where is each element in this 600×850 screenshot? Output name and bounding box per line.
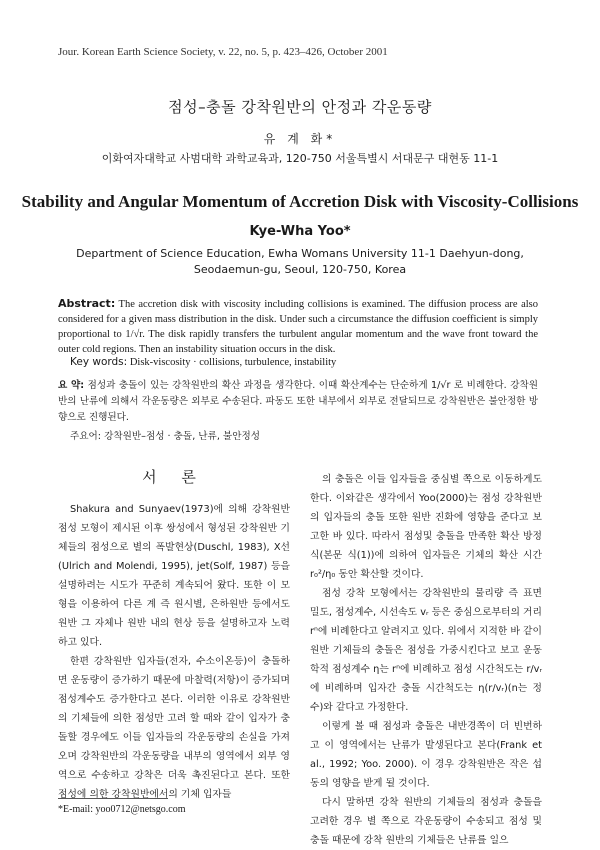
abstract-text: The accretion disk with viscosity including collisions is examined. The diffusion process are also considered for a given mass distribution in the disk. Under such a circumstance the diffusion coefficient is simply proportional to 1/√r. The disk rapidly transfers the turbulent angular momentum and the wave front toward the outer cold regions. Then an instability situation occurs in the disk. [58, 299, 538, 355]
korean-summary-label: 요 약: [58, 380, 85, 391]
paragraph: 한편 강착원반 입자들(전자, 수소이온등)이 충돌하면 운동량이 증가하기 때문에 마찰력(저항)이 증가되며 점성계수도 증가한다고 본다. 이러한 이유로 강착원반의 기체들에 의한 점성만 고려 할 때와 같이 입자가 충돌할 경우에도 이들 입자들의 각운동량의 손실을 가져오며 강착원반의 각운동량을 내부의 영역에서 외부 영역으로 수송하고 강착은 더욱 촉진된다고 본다. 또한 점성에 의한 강착원반에서의 기체 입자들 [58, 656, 290, 800]
english-title: Stability and Angular Momentum of Accretion Disk with Viscosity-Collisions [21, 192, 579, 211]
english-affiliation [60, 246, 540, 278]
english-affiliation-line-1: Department of Science Education, Ewha Womans University 11-1 Daehyun-dong, [76, 247, 524, 260]
paragraph: Shakura and Sunyaev(1973)에 의해 강착원반 점성 모형이 제시된 이후 쌍성에서 형성된 강착원반 기체들의 점성으로 별의 폭발현상(Duschl, 1983), X선(Ulrich and Molendi, 1995), jet(Solf, 1987) 등을 설명하려는 시도가 꾸준히 계속되어 왔다. 또한 이 모형을 이용하여 다른 계 즉 원시별, 은하원반 등에서도 원반 그 자체나 원반 내의 현상 등을 설명하고자 노력하고 있다. [58, 504, 290, 648]
paragraph: 다시 말하면 강착 원반의 기체들의 점성과 충돌을 고려한 경우 별 쪽으로 각운동량이 수송되고 점성 및 충돌 때문에 강착 원반의 기체들은 난류를 일으 [310, 797, 542, 846]
paragraph: 이렇게 볼 때 점성과 충돌은 내반경쪽이 더 빈번하고 이 영역에서는 난류가 발생된다고 본다(Frank et al., 1992; Yoo. 2000). 이 경우 강착원반은 작은 섭동의 영향을 받게 될 것이다. [310, 721, 542, 789]
korean-keywords-text: 강착원반–점성 · 충돌, 난류, 불안정성 [104, 431, 260, 442]
paragraph: 점성 강착 모형에서는 강착원반의 물리량 즉 표면 밀도, 점성계수, 시선속도 vᵣ 등은 중심으로부터의 거리 rⁿ에 비례한다고 알려지고 있다. 위에서 지적한 바 같이 원반 기체들의 충돌은 점성을 가중시킨다고 보고 운동학적 점성계수 η는 rⁿ에 비례하고 점성 시간척도는 r/vᵣ에 비례하며 입자간 충돌 시간척도는 η(r/vᵣ)(n는 정수)와 같다고 가정한다. [310, 588, 542, 713]
paragraph: 의 충돌은 이들 입자들을 중심별 쪽으로 이동하게도 한다. 이와같은 생각에서 Yoo(2000)는 점성 강착원반의 입자들의 충돌 또한 원반 진화에 영향을 준다고 보고한 바 있다. 따라서 점성및 충돌을 만족한 확산 방정식(본문 식(1))에 의하여 입자들은 기체의 확산 시간 r₀²/η₀ 동안 확산할 것이다. [310, 474, 542, 580]
keywords-label: Key words: [70, 356, 128, 368]
english-author: Kye-Wha Yoo* [249, 224, 351, 239]
korean-summary [58, 378, 538, 426]
keywords [70, 356, 540, 368]
footnote-divider [58, 798, 168, 799]
korean-keywords [70, 428, 540, 442]
korean-keywords-label: 주요어: [70, 431, 102, 442]
footnote-email: *E-mail: yoo0712@netsgo.com [58, 804, 186, 815]
keywords-text: Disk-viscosity · collisions, turbulence, instability [129, 357, 337, 368]
right-column [310, 470, 542, 850]
journal-citation: Jour. Korean Earth Science Society, v. 22, no. 5, p. 423–426, October 2001 [58, 46, 388, 58]
korean-title: 점성–충돌 강착원반의 안정과 각운동량 [168, 98, 432, 116]
korean-affiliation: 이화여자대학교 사범대학 과학교육과, 120-750 서울특별시 서대문구 대현동 11-1 [101, 152, 499, 165]
english-affiliation-line-2: Seodaemun-gu, Seoul, 120-750, Korea [193, 263, 407, 276]
left-column [58, 500, 290, 804]
section-heading: 서 론 [142, 468, 206, 486]
korean-author: 유 계 화* [263, 132, 337, 146]
korean-summary-text: 점성과 충돌이 있는 강착원반의 확산 과정을 생각한다. 이때 확산계수는 단순하게 1/√r 로 비례한다. 강착원반의 난류에 의해서 각운동량은 외부로 수송된다. 파동도 또한 내부에서 외부로 전달되므로 강착원반은 불안정한 방향으로 진행된다. [58, 380, 538, 423]
abstract-label: Abstract: [58, 297, 116, 310]
abstract [58, 296, 538, 357]
